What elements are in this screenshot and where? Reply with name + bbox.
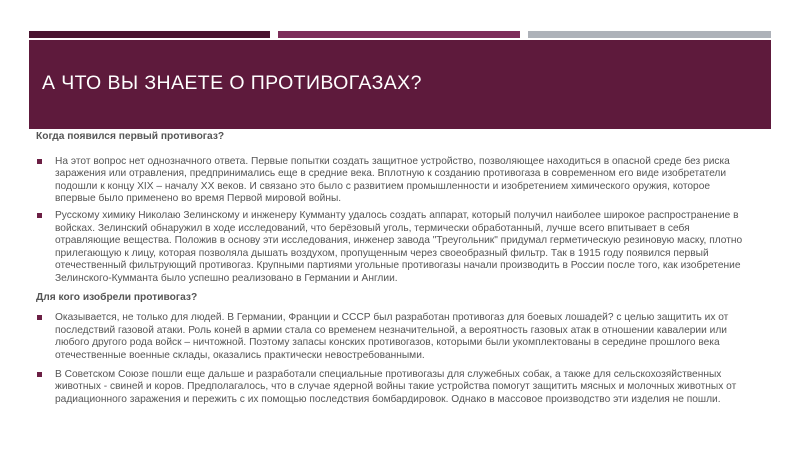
paragraph-text: На этот вопрос нет однозначного ответа. Первые попытки создать защитное устройство, позволяющее находиться в опасной среде без риска заражения или отравления, предпринимались еще в средние века. Вплотную к созданию противогаза в современном его виде изобретатели подошли к концу XIX – началу XX веков. И связано это было с развитием промышленности и изобретением химического оружия, которое впервые было применено во время Первой мировой войны. [55,155,730,205]
decorative-top-bars [29,31,771,38]
square-bullet-icon [37,213,42,218]
square-bullet-icon [37,372,42,377]
slide-content [36,131,750,410]
question-first-gas-mask: Когда появился первый противогаз? [36,131,225,142]
top-bar-middle [278,31,520,38]
list-item [36,210,750,286]
paragraph-text: В Советском Союзе пошли еще дальше и разработали специальные противогазы для служебных собак, а также для сельскохозяйственных животных - свиней и коров. Предполагалось, что в случае ядерной войны такие устройства помогут защитить мясных и молочных животных от радиационного заражения и пережить с их помощью последствия бомбардировок. Однако в массовое производство эти изделия не пошли. [55,368,737,405]
square-bullet-icon [37,159,42,164]
slide-title: А ЧТО ВЫ ЗНАЕТЕ О ПРОТИВОГАЗАХ? [42,72,422,94]
top-bar-right [528,31,771,38]
title-band [29,40,771,129]
list-item [36,156,750,206]
square-bullet-icon [37,315,42,320]
question-for-whom: Для кого изобрели противогаз? [36,291,198,303]
top-bar-left [29,31,270,38]
paragraph-text: Русскому химику Николаю Зелинскому и инженеру Кумманту удалось создать аппарат, который получил наиболее широкое распространение в войсках. Зелинский обнаружил в ходе исследований, что берёзовый уголь, термически обработанный, лучше всего впитывает в себя отравляющие вещества. Положив в основу эти исследования, инженер завода "Треугольник" придумал герметическую резиновую маску, плотно прилегающую к лицу, которая позволяла дышать воздухом, пропущенным через своеобразный фильтр. Так в 1915 году появился первый отечественный фильтрующий противогаз. Крупными партиями угольные противогазы начали производить в России после того, как изобретение Зелинского-Кумманта было успешно реализовано в Германии и Англии. [55,209,743,284]
list-item [36,312,750,362]
list-item [36,369,750,407]
paragraph-text: Оказывается, не только для людей. В Германии, Франции и СССР был разработан противогаз для боевых лошадей? с целью защитить их от последствий газовой атаки. Роль коней в армии стала со временем незначительной, а вероятность газовых атак в отношении кавалерии или любого другого рода войск – ничтожной. Поэтому запасы конских противогазов, которыми были укомплектованы в середине прошлого века отечественные военные склады, оказались практически невостребованными. [55,312,729,361]
